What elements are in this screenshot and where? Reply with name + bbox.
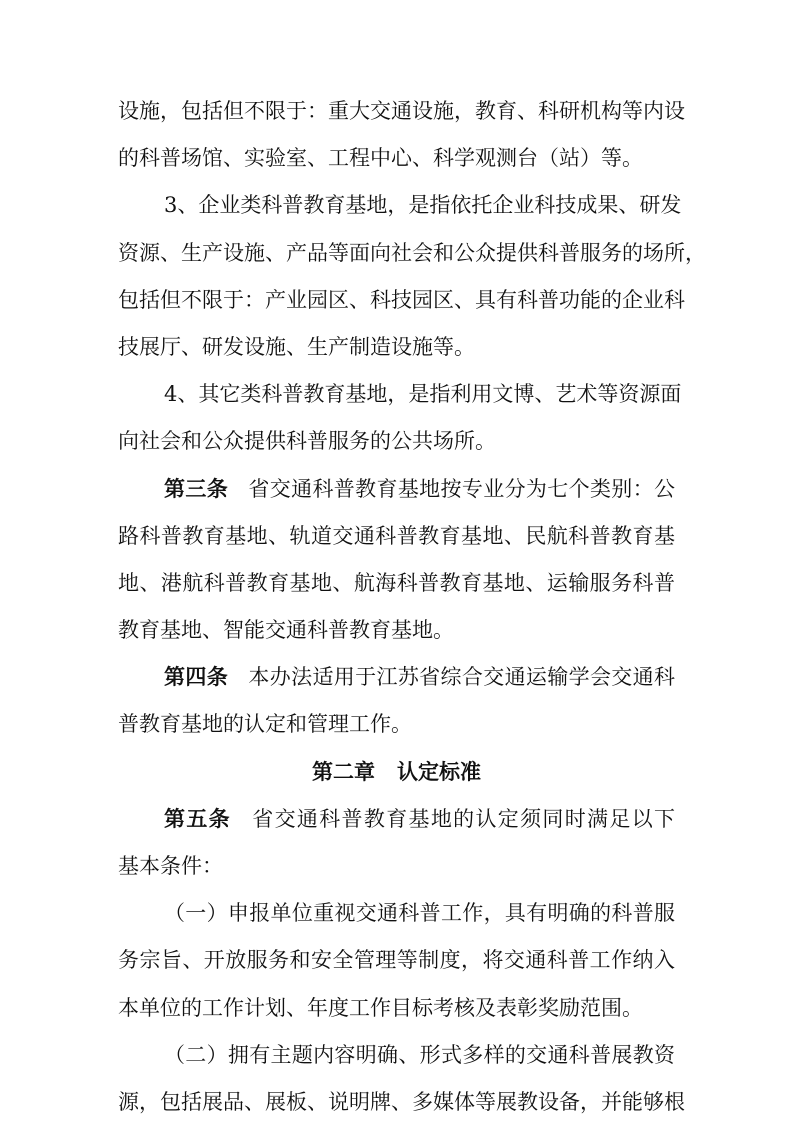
article-5-first-line <box>118 806 675 832</box>
article-4-first-line <box>118 664 675 690</box>
text-line: 务宗旨、开放服务和安全管理等制度，将交通科普工作纳入 <box>118 948 675 973</box>
chapter-title: 认定标准 <box>397 759 481 784</box>
text-line: 资源、生产设施、产品等面向社会和公众提供科普服务的场所， <box>118 240 706 265</box>
text-line: 教育基地、智能交通科普教育基地。 <box>118 618 454 643</box>
article-3-label: 第三条 <box>164 476 229 501</box>
text-line: 地、港航科普教育基地、航海科普教育基地、运输服务科普 <box>118 570 675 595</box>
article-5-text: 省交通科普教育基地的认定须同时满足以下 <box>250 806 676 831</box>
text-line: （二）拥有主题内容明确、形式多样的交通科普展教资 <box>164 1042 675 1067</box>
article-4-label: 第四条 <box>164 665 229 690</box>
text-line: 源，包括展品、展板、说明牌、多媒体等展教设备，并能够根 <box>118 1089 685 1114</box>
chapter-heading <box>118 759 675 785</box>
text-line: 路科普教育基地、轨道交通科普教育基地、民航科普教育基 <box>118 523 675 548</box>
text-line: 4、其它类科普教育基地，是指利用文博、艺术等资源面 <box>164 382 682 407</box>
text-line: 包括但不限于：产业园区、科技园区、具有科普功能的企业科 <box>118 287 685 312</box>
text-line: 基本条件： <box>118 854 223 878</box>
text-line: 向社会和公众提供科普服务的公共场所。 <box>118 429 496 454</box>
text-line: 设施，包括但不限于：重大交通设施，教育、科研机构等内设 <box>118 99 685 123</box>
article-3-first-line <box>118 476 675 502</box>
text-line: （一）申报单位重视交通科普工作，具有明确的科普服 <box>164 901 675 926</box>
article-4-text: 本办法适用于江苏省综合交通运输学会交通科 <box>248 665 676 690</box>
article-5-label: 第五条 <box>164 806 231 831</box>
text-line: 的科普场馆、实验室、工程中心、科学观测台（站）等。 <box>118 146 643 171</box>
chapter-number: 第二章 <box>312 759 375 784</box>
text-line: 普教育基地的认定和管理工作。 <box>118 712 412 737</box>
text-line: 技展厅、研发设施、生产制造设施等。 <box>118 334 475 359</box>
text-line: 3、企业类科普教育基地，是指依托企业科技成果、研发 <box>164 193 682 218</box>
text-line: 本单位的工作计划、年度工作目标考核及表彰奖励范围。 <box>118 995 643 1020</box>
article-3-text: 省交通科普教育基地按专业分为七个类别：公 <box>248 476 676 501</box>
